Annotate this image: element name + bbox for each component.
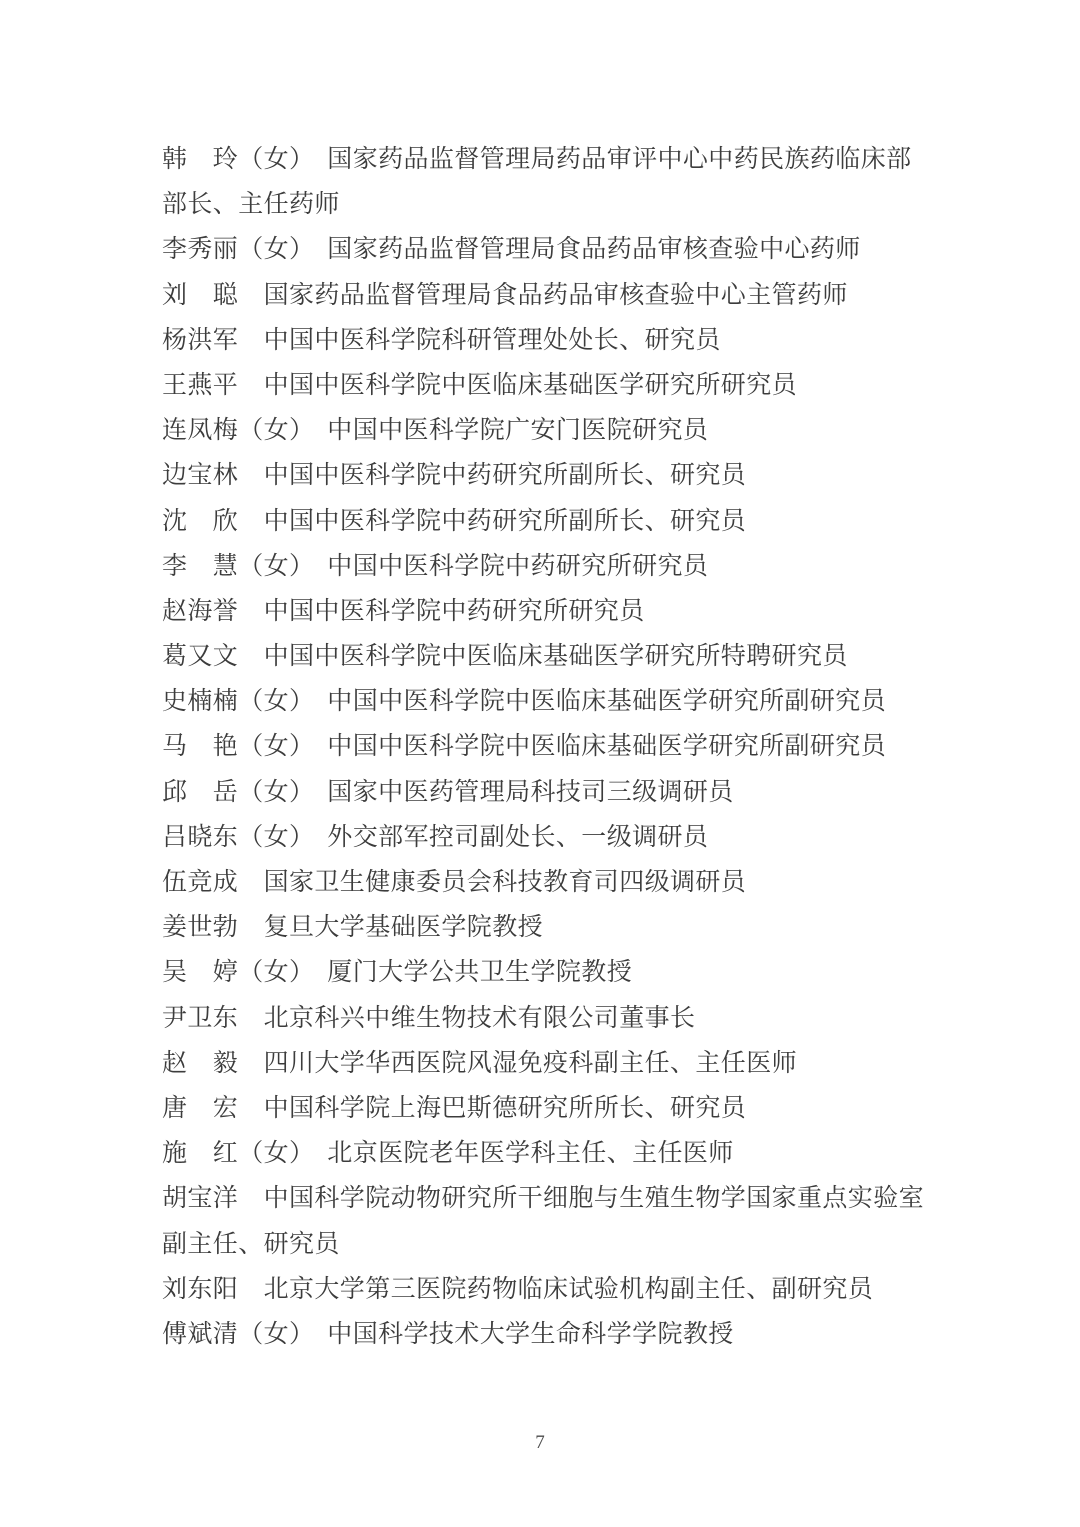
entry-line: 施 红（女） 北京医院老年医学科主任、主任医师 bbox=[162, 1140, 734, 1168]
entry-line: 马 艳（女） 中国中医科学院中医临床基础医学研究所副研究员 bbox=[162, 733, 887, 761]
entry-line: 刘 聪 国家药品监督管理局食品药品审核查验中心主管药师 bbox=[162, 281, 848, 309]
entry-line: 傅斌清（女） 中国科学技术大学生命科学学院教授 bbox=[162, 1320, 734, 1348]
entry-line: 刘东阳 北京大学第三医院药物临床试验机构副主任、副研究员 bbox=[162, 1275, 874, 1303]
page-footer bbox=[0, 1432, 1080, 1454]
entry-line: 王燕平 中国中医科学院中医临床基础医学研究所研究员 bbox=[162, 371, 798, 399]
page-number: 7 bbox=[535, 1432, 545, 1453]
entry-line: 边宝林 中国中医科学院中药研究所副所长、研究员 bbox=[162, 462, 747, 490]
entry-line: 沈 欣 中国中医科学院中药研究所副所长、研究员 bbox=[162, 507, 747, 535]
entry-line: 赵 毅 四川大学华西医院风湿免疫科副主任、主任医师 bbox=[162, 1049, 798, 1077]
entry-line: 李 慧（女） 中国中医科学院中药研究所研究员 bbox=[162, 552, 709, 580]
entry-line: 李秀丽（女） 国家药品监督管理局食品药品审核查验中心药师 bbox=[162, 236, 861, 264]
entry-line: 伍竞成 国家卫生健康委员会科技教育司四级调研员 bbox=[162, 869, 747, 896]
entry-line: 唐 宏 中国科学院上海巴斯德研究所所长、研究员 bbox=[162, 1094, 747, 1122]
entry-line: 葛又文 中国中医科学院中医临床基础医学研究所特聘研究员 bbox=[162, 643, 848, 671]
entry-line: 吕晓东（女） 外交部军控司副处长、一级调研员 bbox=[162, 823, 709, 851]
entry-line: 连凤梅（女） 中国中医科学院广安门医院研究员 bbox=[162, 417, 709, 445]
entry-line: 韩 玲（女） 国家药品监督管理局药品审评中心中药民族药临床部 bbox=[162, 146, 912, 173]
entry-line: 尹卫东 北京科兴中维生物技术有限公司董事长 bbox=[162, 1004, 696, 1032]
entry-line: 杨洪军 中国中医科学院科研管理处处长、研究员 bbox=[162, 326, 721, 354]
entry-continuation-line: 部长、主任药师 bbox=[162, 191, 340, 219]
entry-line: 胡宝洋 中国科学院动物研究所干细胞与生殖生物学国家重点实验室 bbox=[162, 1185, 925, 1213]
entries-container bbox=[162, 137, 952, 1357]
entry-continuation-line: 副主任、研究员 bbox=[162, 1230, 340, 1258]
entry-line: 邱 岳（女） 国家中医药管理局科技司三级调研员 bbox=[162, 778, 734, 806]
entry-line: 赵海誉 中国中医科学院中药研究所研究员 bbox=[162, 597, 645, 625]
entry-line: 史楠楠（女） 中国中医科学院中医临床基础医学研究所副研究员 bbox=[162, 688, 887, 716]
entry-line: 吴 婷（女） 厦门大学公共卫生学院教授 bbox=[162, 959, 633, 987]
entry-line: 姜世勃 复旦大学基础医学院教授 bbox=[162, 914, 544, 942]
